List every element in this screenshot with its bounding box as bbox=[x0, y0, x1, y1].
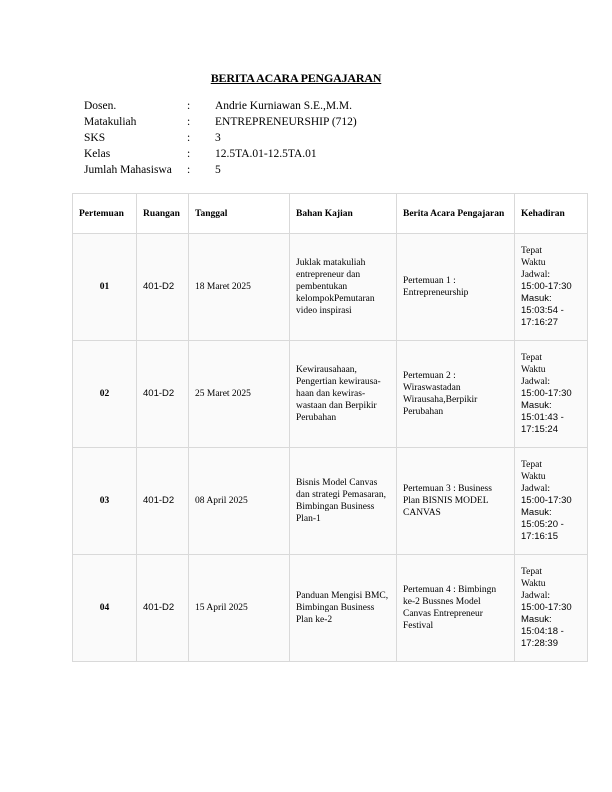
info-label: SKS bbox=[84, 132, 106, 144]
kehadiran-masuk-start: 15:03:54 - bbox=[521, 305, 564, 316]
info-value: ENTREPRENEURSHIP (712) bbox=[215, 116, 357, 128]
cell-tanggal: 18 Maret 2025 bbox=[189, 234, 290, 341]
info-value: Andrie Kurniawan S.E.,M.M. bbox=[215, 100, 353, 112]
info-value: 5 bbox=[215, 164, 221, 176]
kehadiran-jadwal-label: Jadwal: bbox=[521, 484, 551, 494]
kehadiran-masuk-start: 15:04:18 - bbox=[521, 626, 564, 637]
header-kehadiran: Kehadiran bbox=[515, 194, 588, 234]
kehadiran-status: Tepat bbox=[521, 567, 542, 577]
info-row-kelas bbox=[84, 146, 357, 162]
kehadiran-jadwal-time: 15:00-17:30 bbox=[521, 388, 572, 399]
cell-kehadiran bbox=[515, 448, 588, 555]
cell-kehadiran bbox=[515, 341, 588, 448]
kehadiran-masuk-label: Masuk: bbox=[521, 293, 552, 304]
course-info bbox=[84, 98, 357, 178]
cell-ruangan: 401-D2 bbox=[137, 555, 189, 662]
info-colon: : bbox=[187, 148, 191, 160]
kehadiran-masuk-label: Masuk: bbox=[521, 507, 552, 518]
info-colon: : bbox=[187, 116, 191, 128]
header-pertemuan: Pertemuan bbox=[73, 194, 137, 234]
header-berita-acara: Berita Acara Pengajaran bbox=[397, 194, 515, 234]
cell-ruangan: 401-D2 bbox=[137, 234, 189, 341]
info-label: Matakuliah bbox=[84, 116, 137, 128]
kehadiran-jadwal-label: Jadwal: bbox=[521, 270, 551, 280]
kehadiran-status: Waktu bbox=[521, 365, 546, 375]
cell-bahan-kajian: Juklak matakuliah entrepreneur dan pembentukan kelompokPemutaran video inspirasi bbox=[290, 234, 397, 341]
header-ruangan: Ruangan bbox=[137, 194, 189, 234]
kehadiran-jadwal-label: Jadwal: bbox=[521, 591, 551, 601]
document-title: BERITA ACARA PENGAJARAN bbox=[210, 71, 382, 85]
cell-berita-acara: Pertemuan 3 : Business Plan BISNIS MODEL CANVAS bbox=[397, 448, 515, 555]
kehadiran-status: Waktu bbox=[521, 579, 546, 589]
info-label: Dosen. bbox=[84, 100, 117, 112]
cell-pertemuan: 02 bbox=[73, 341, 137, 448]
kehadiran-masuk-end: 17:15:24 bbox=[521, 424, 558, 435]
kehadiran-masuk-end: 17:28:39 bbox=[521, 638, 558, 649]
info-label: Jumlah Mahasiswa bbox=[84, 164, 172, 176]
kehadiran-status: Waktu bbox=[521, 472, 546, 482]
header-bahan-kajian: Bahan Kajian bbox=[290, 194, 397, 234]
cell-ruangan: 401-D2 bbox=[137, 341, 189, 448]
kehadiran-masuk-label: Masuk: bbox=[521, 400, 552, 411]
cell-ruangan: 401-D2 bbox=[137, 448, 189, 555]
cell-bahan-kajian: Kewirausahaan, Pengertian kewirausa-haan dan kewiras-wastaan dan Berpikir Perubahan bbox=[290, 341, 397, 448]
cell-berita-acara: Pertemuan 1 : Entrepreneurship bbox=[397, 234, 515, 341]
table-row bbox=[73, 341, 588, 448]
kehadiran-masuk-label: Masuk: bbox=[521, 614, 552, 625]
kehadiran-masuk-start: 15:01:43 - bbox=[521, 412, 564, 423]
cell-kehadiran bbox=[515, 555, 588, 662]
cell-kehadiran bbox=[515, 234, 588, 341]
info-value: 3 bbox=[215, 132, 221, 144]
cell-pertemuan: 01 bbox=[73, 234, 137, 341]
attendance-table bbox=[72, 193, 588, 662]
cell-bahan-kajian: Bisnis Model Canvas dan strategi Pemasaran, Bimbingan Business Plan-1 bbox=[290, 448, 397, 555]
info-row-sks bbox=[84, 130, 357, 146]
table-header-row bbox=[73, 194, 588, 234]
cell-tanggal: 25 Maret 2025 bbox=[189, 341, 290, 448]
kehadiran-jadwal-time: 15:00-17:30 bbox=[521, 602, 572, 613]
kehadiran-jadwal-time: 15:00-17:30 bbox=[521, 281, 572, 292]
table-row bbox=[73, 555, 588, 662]
info-colon: : bbox=[187, 164, 191, 176]
info-row-matakuliah bbox=[84, 114, 357, 130]
table-row bbox=[73, 234, 588, 341]
info-label: Kelas bbox=[84, 148, 111, 160]
kehadiran-status: Waktu bbox=[521, 258, 546, 268]
kehadiran-status: Tepat bbox=[521, 353, 542, 363]
header-tanggal: Tanggal bbox=[189, 194, 290, 234]
info-colon: : bbox=[187, 100, 191, 112]
cell-berita-acara: Pertemuan 4 : Bimbingn ke-2 Bussnes Model Canvas Entrepreneur Festival bbox=[397, 555, 515, 662]
cell-berita-acara: Pertemuan 2 : Wiraswastadan Wirausaha,Berpikir Perubahan bbox=[397, 341, 515, 448]
kehadiran-status: Tepat bbox=[521, 460, 542, 470]
table-row bbox=[73, 448, 588, 555]
info-row-dosen bbox=[84, 98, 357, 114]
kehadiran-masuk-end: 17:16:27 bbox=[521, 317, 558, 328]
kehadiran-status: Tepat bbox=[521, 246, 542, 256]
kehadiran-jadwal-label: Jadwal: bbox=[521, 377, 551, 387]
kehadiran-masuk-start: 15:05:20 - bbox=[521, 519, 564, 530]
kehadiran-masuk-end: 17:16:15 bbox=[521, 531, 558, 542]
cell-tanggal: 15 April 2025 bbox=[189, 555, 290, 662]
info-row-jumlah-mahasiswa bbox=[84, 162, 357, 178]
cell-bahan-kajian: Panduan Mengisi BMC, Bimbingan Business Plan ke-2 bbox=[290, 555, 397, 662]
info-colon: : bbox=[187, 132, 191, 144]
cell-pertemuan: 04 bbox=[73, 555, 137, 662]
cell-pertemuan: 03 bbox=[73, 448, 137, 555]
info-value: 12.5TA.01-12.5TA.01 bbox=[215, 148, 317, 160]
kehadiran-jadwal-time: 15:00-17:30 bbox=[521, 495, 572, 506]
cell-tanggal: 08 April 2025 bbox=[189, 448, 290, 555]
